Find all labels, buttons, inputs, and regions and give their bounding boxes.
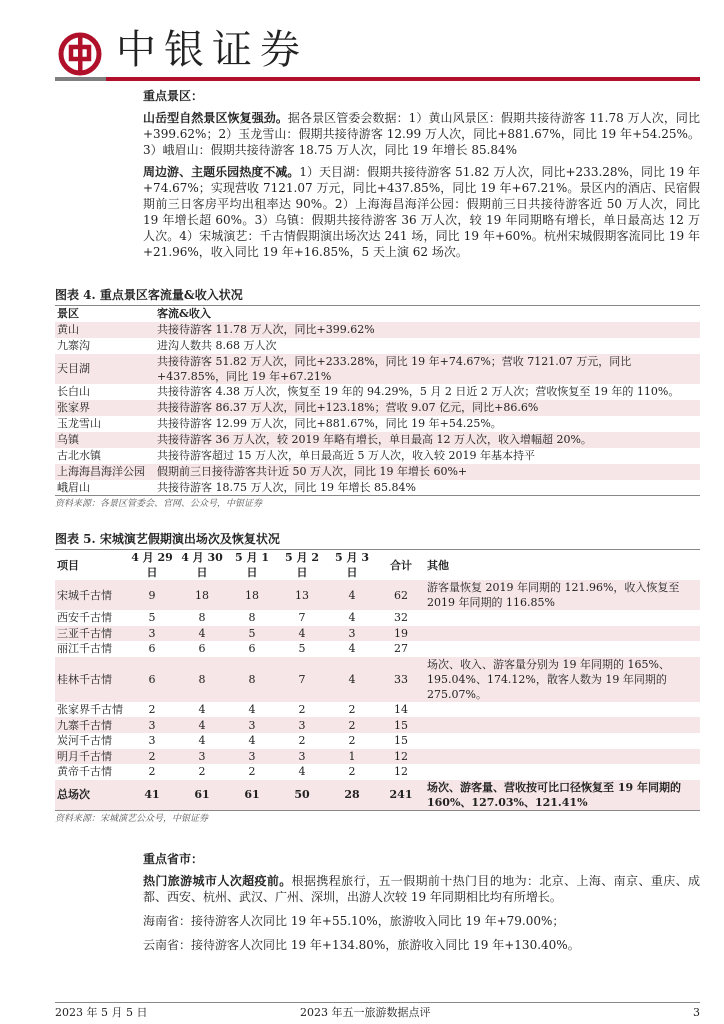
table-row bbox=[55, 641, 700, 657]
count-cell: 3 bbox=[148, 734, 156, 748]
count-cell: 2 bbox=[198, 765, 206, 779]
table-row bbox=[55, 416, 700, 432]
count-cell: 28 bbox=[344, 788, 360, 802]
header-cell: 其他 bbox=[427, 558, 449, 572]
notes-cell bbox=[425, 626, 700, 642]
count-cell: 6 bbox=[148, 642, 156, 656]
count-cell: 3 bbox=[148, 718, 156, 732]
paragraph: 云南省：接待游客人次同比 19 年+134.80%，旅游收入同比 19 年+130.40%。 bbox=[143, 937, 580, 952]
show-name-cell: 张家界千古情 bbox=[57, 703, 123, 717]
notes-cell bbox=[425, 749, 700, 765]
brand-name: 中银证券 bbox=[116, 27, 308, 73]
count-cell: 4 bbox=[348, 672, 356, 686]
scenic-area-cell: 古北水镇 bbox=[57, 449, 101, 462]
show-name-cell: 黄帝千古情 bbox=[57, 765, 112, 779]
count-cell: 2 bbox=[148, 749, 156, 763]
page-content bbox=[0, 84, 724, 953]
show-name-cell: 西安千古情 bbox=[57, 611, 112, 625]
count-cell: 61 bbox=[194, 788, 210, 802]
table4 bbox=[55, 305, 700, 496]
table4-source: 资料来源：各景区管委会、官网、公众号，中银证券 bbox=[55, 499, 263, 509]
count-cell: 6 bbox=[248, 642, 256, 656]
header-cell: 景区 bbox=[57, 307, 79, 321]
traffic-revenue-cell: 进沟人数共 8.68 万人次 bbox=[157, 339, 277, 352]
paragraph: 海南省：接待游客人次同比 19 年+55.10%，旅游收入同比 19 年+79.00%； bbox=[143, 913, 565, 928]
count-cell: 7 bbox=[298, 672, 306, 686]
traffic-revenue-cell: 共接待游客 11.78 万人次，同比+399.62% bbox=[157, 323, 375, 336]
table-row bbox=[55, 448, 700, 464]
paragraph-body: 据各景区管委会数据：1）黄山风景区：假期共接待游客 11.78 万人次，同比+399.62%；2）玉龙雪山：假期共接待游客 12.99 万人次，同比+881.67%，同比 19 年+54.25%。3）峨眉山：假期共接待游客 18.75 万人次，同比 19 年增长 85.84% bbox=[143, 111, 700, 157]
count-cell: 3 bbox=[298, 718, 306, 732]
count-cell: 3 bbox=[148, 626, 156, 640]
count-cell: 41 bbox=[144, 788, 160, 802]
show-name-cell: 明月千古情 bbox=[57, 749, 112, 763]
count-cell: 3 bbox=[348, 626, 356, 640]
count-cell: 6 bbox=[148, 672, 156, 686]
table-row bbox=[55, 702, 700, 718]
traffic-revenue-cell: 假期前三日接待游客共计近 50 万人次，同比 19 年增长 60%+ bbox=[157, 465, 468, 478]
table-row bbox=[55, 480, 700, 496]
section-heading: 重点景区： bbox=[143, 89, 204, 103]
count-cell: 15 bbox=[394, 734, 408, 748]
count-cell: 19 bbox=[394, 626, 408, 640]
count-cell: 8 bbox=[198, 672, 206, 686]
count-cell: 2 bbox=[248, 765, 256, 779]
footer-title: 2023 年五一旅游数据点评 bbox=[300, 1006, 431, 1019]
count-cell: 4 bbox=[348, 588, 356, 602]
footer-date: 2023 年 5 月 5 日 bbox=[55, 1006, 148, 1019]
count-cell: 3 bbox=[248, 749, 256, 763]
header-cell: 项目 bbox=[57, 558, 79, 572]
header-cell: 客流&收入 bbox=[157, 307, 211, 321]
table-row bbox=[55, 338, 700, 354]
header-cell: 5 月 3 日 bbox=[335, 551, 369, 579]
table-row bbox=[55, 464, 700, 480]
notes-cell bbox=[425, 641, 700, 657]
count-cell: 4 bbox=[198, 626, 206, 640]
header-cell: 4 月 29 日 bbox=[131, 551, 173, 579]
table-row bbox=[55, 580, 700, 610]
count-cell: 5 bbox=[148, 611, 156, 625]
count-cell: 33 bbox=[394, 672, 408, 686]
count-cell: 2 bbox=[298, 734, 306, 748]
paragraph-body: 1）天目湖：假期共接待游客 51.82 万人次，同比+233.28%，同比 19 年+74.67%；实现营收 7121.07 万元，同比+437.85%，同比 19 年+67.21%。景区内的酒店、民宿假期前三日客房平均出租率达 90%。2）上海海昌海洋公园：假期前三日共接待游客近 50 万人次，同比 19 年增长超 60%。3）乌镇：假期共接待游客 36 万人次，较 19 年同期略有增长，单日最高达 12 万人次。4）宋城演艺：千古情假期演出场次达 241 场，同比 19 年+60%。杭州宋城假期客流同比 19 年+21.96%，收入同比 19 年+16.85%，5 天上演 62 场次。 bbox=[143, 165, 700, 259]
section-heading: 重点省市： bbox=[143, 851, 204, 866]
count-cell: 2 bbox=[348, 718, 356, 732]
table-row bbox=[55, 717, 700, 733]
notes-cell bbox=[425, 733, 700, 749]
count-cell: 13 bbox=[295, 588, 309, 602]
header-cell: 5 月 2 日 bbox=[285, 551, 319, 579]
count-cell: 12 bbox=[394, 765, 408, 779]
table-row bbox=[55, 354, 700, 384]
scenic-area-cell: 天目湖 bbox=[57, 362, 90, 375]
traffic-revenue-cell: 共接待游客 4.38 万人次，恢复至 19 年的 94.29%，5 月 2 日近 2 万人次；营收恢复至 19 年的 110%。 bbox=[157, 385, 680, 398]
header-rule-gray bbox=[55, 77, 106, 81]
table4-title: 图表 4. 重点景区客流量&收入状况 bbox=[55, 288, 243, 302]
paragraph-lead: 热门旅游城市人次超疫前。 bbox=[143, 873, 292, 888]
count-cell: 50 bbox=[294, 788, 310, 802]
traffic-revenue-cell: 共接待游客 18.75 万人次，同比 19 年增长 85.84% bbox=[157, 480, 416, 494]
count-cell: 4 bbox=[248, 703, 256, 717]
count-cell: 4 bbox=[198, 718, 206, 732]
count-cell: 6 bbox=[198, 642, 206, 656]
table5-title: 图表 5. 宋城演艺假期演出场次及恢复状况 bbox=[55, 532, 280, 546]
bank-logo-icon bbox=[58, 32, 102, 76]
header-cell: 4 月 30 日 bbox=[181, 551, 223, 579]
count-cell: 14 bbox=[394, 703, 408, 717]
scenic-area-cell: 长白山 bbox=[57, 385, 90, 398]
count-cell: 5 bbox=[298, 642, 306, 656]
traffic-revenue-cell: 共接待游客 51.82 万人次，同比+233.28%，同比 19 年+74.67%；营收 7121.07 万元，同比+437.85%，同比 19 年+67.21% bbox=[157, 354, 632, 383]
count-cell: 2 bbox=[148, 703, 156, 717]
count-cell: 8 bbox=[248, 611, 256, 625]
page-number: 3 bbox=[693, 1006, 700, 1019]
scenic-area-cell: 黄山 bbox=[57, 323, 79, 336]
count-cell: 15 bbox=[394, 718, 408, 732]
count-cell: 4 bbox=[248, 734, 256, 748]
count-cell: 1 bbox=[348, 749, 356, 763]
count-cell: 4 bbox=[348, 642, 356, 656]
count-cell: 9 bbox=[148, 588, 156, 602]
show-name-cell: 炭河千古情 bbox=[57, 734, 112, 748]
count-cell: 2 bbox=[348, 734, 356, 748]
table-row bbox=[55, 610, 700, 626]
show-name-cell: 三亚千古情 bbox=[57, 626, 112, 640]
header-cell: 合计 bbox=[390, 558, 412, 572]
table5 bbox=[55, 549, 700, 811]
scenic-area-cell: 峨眉山 bbox=[57, 480, 90, 494]
table-row bbox=[55, 400, 700, 416]
notes-cell: 场次、收入、游客量分别为 19 年同期的 165%、195.04%、174.12%，散客人数为 19 年同期的 275.07%。 bbox=[427, 657, 670, 701]
count-cell: 2 bbox=[348, 765, 356, 779]
count-cell: 4 bbox=[348, 611, 356, 625]
header-cell: 5 月 1 日 bbox=[235, 551, 269, 579]
traffic-revenue-cell: 共接待游客超过 15 万人次，单日最高近 5 万人次，收入较 2019 年基本持平 bbox=[157, 449, 535, 462]
table-row bbox=[55, 626, 700, 642]
show-name-cell: 宋城千古情 bbox=[57, 588, 112, 602]
page-header bbox=[0, 0, 724, 84]
count-cell: 2 bbox=[148, 765, 156, 779]
table5-source: 资料来源：宋城演艺公众号，中银证券 bbox=[55, 813, 209, 824]
paragraph bbox=[143, 164, 700, 260]
table-row bbox=[55, 384, 700, 400]
header-rule-red bbox=[106, 77, 700, 81]
count-cell: 2 bbox=[298, 703, 306, 717]
count-cell: 27 bbox=[394, 642, 408, 656]
notes-cell bbox=[425, 717, 700, 733]
count-cell: 32 bbox=[394, 611, 408, 625]
count-cell: 241 bbox=[389, 788, 413, 802]
count-cell: 4 bbox=[298, 765, 306, 779]
scenic-area-cell: 张家界 bbox=[57, 401, 90, 414]
count-cell: 61 bbox=[244, 788, 260, 802]
paragraph bbox=[143, 873, 700, 905]
traffic-revenue-cell: 共接待游客 86.37 万人次，同比+123.18%；营收 9.07 亿元，同比+86.6% bbox=[157, 401, 539, 414]
paragraph bbox=[143, 110, 700, 158]
table-row bbox=[55, 764, 700, 780]
paragraph-body: 根据携程旅行，五一假期前十热门目的地为：北京、上海、南京、重庆、成都、西安、杭州、武汉、广州、深圳，出游人次较 19 年同期相比均有所增长。 bbox=[143, 873, 700, 904]
count-cell: 18 bbox=[195, 588, 209, 602]
count-cell: 5 bbox=[248, 626, 256, 640]
paragraph-lead: 山岳型自然景区恢复强劲。 bbox=[143, 111, 288, 125]
scenic-area-cell: 玉龙雪山 bbox=[57, 417, 101, 430]
traffic-revenue-cell: 共接待游客 36 万人次，较 2019 年略有增长，单日最高 12 万人次，收入增幅超 20%。 bbox=[157, 433, 592, 446]
count-cell: 4 bbox=[298, 626, 306, 640]
count-cell: 8 bbox=[198, 611, 206, 625]
show-name-cell: 九寨千古情 bbox=[57, 718, 112, 732]
count-cell: 4 bbox=[198, 703, 206, 717]
count-cell: 3 bbox=[248, 718, 256, 732]
page-footer bbox=[0, 984, 724, 1024]
show-name-cell: 丽江千古情 bbox=[57, 642, 112, 656]
show-name-cell: 桂林千古情 bbox=[57, 672, 112, 686]
paragraph-lead: 周边游、主题乐园热度不减。 bbox=[143, 165, 300, 179]
count-cell: 4 bbox=[198, 734, 206, 748]
table-row bbox=[55, 432, 700, 448]
count-cell: 7 bbox=[298, 611, 306, 625]
table-row bbox=[55, 322, 700, 338]
count-cell: 3 bbox=[298, 749, 306, 763]
count-cell: 8 bbox=[248, 672, 256, 686]
footer-rule bbox=[55, 1002, 700, 1003]
notes-cell bbox=[425, 702, 700, 718]
count-cell: 62 bbox=[394, 588, 408, 602]
table-row bbox=[55, 733, 700, 749]
count-cell: 12 bbox=[394, 749, 408, 763]
scenic-area-cell: 上海海昌海洋公园 bbox=[57, 465, 145, 478]
notes-cell bbox=[425, 610, 700, 626]
count-cell: 18 bbox=[245, 588, 259, 602]
table-row bbox=[55, 780, 700, 811]
notes-cell: 游客量恢复 2019 年同期的 121.96%，收入恢复至 2019 年同期的 116.85% bbox=[427, 581, 680, 609]
notes-cell bbox=[425, 764, 700, 780]
table-row bbox=[55, 657, 700, 702]
scenic-area-cell: 九寨沟 bbox=[57, 339, 90, 352]
notes-cell: 场次、游客量、营收按可比口径恢复至 19 年同期的 160%、127.03%、121.41% bbox=[427, 780, 681, 809]
show-name-cell: 总场次 bbox=[57, 788, 90, 802]
table-row bbox=[55, 749, 700, 765]
scenic-area-cell: 乌镇 bbox=[57, 433, 79, 446]
count-cell: 2 bbox=[348, 703, 356, 717]
traffic-revenue-cell: 共接待游客 12.99 万人次，同比+881.67%，同比 19 年+54.25%。 bbox=[157, 417, 502, 430]
count-cell: 3 bbox=[198, 749, 206, 763]
